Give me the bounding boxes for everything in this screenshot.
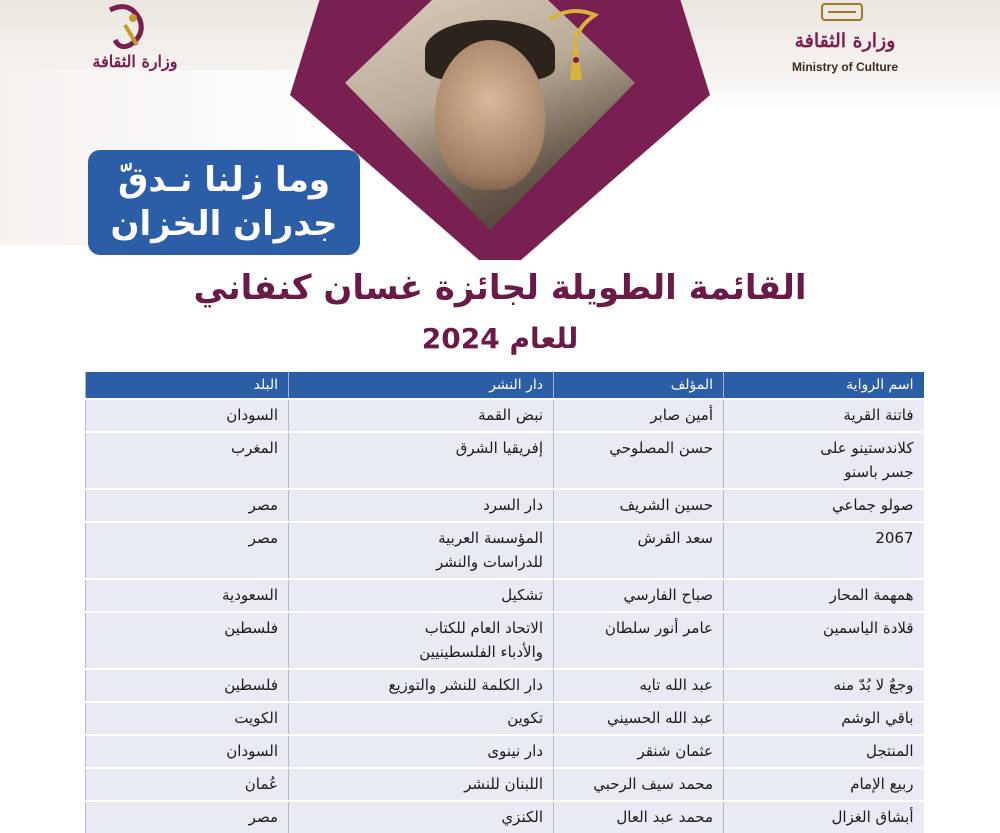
cell-author: عامر أنور سلطان [554, 612, 724, 669]
column-header-publisher: دار النشر [289, 372, 554, 399]
slogan-box [88, 150, 360, 255]
cell-publisher: المؤسسة العربية للدراسات والنشر [289, 522, 554, 579]
cell-publisher: إفريقيا الشرق [289, 432, 554, 489]
cell-country: السعودية [86, 579, 289, 612]
table-row [86, 702, 924, 735]
cell-author: عبد الله الحسيني [554, 702, 724, 735]
slogan-line-2: جدران الخزان [110, 204, 338, 244]
column-header-country: البلد [86, 372, 289, 399]
longlist-table-container [85, 372, 923, 833]
cell-country: مصر [86, 522, 289, 579]
table-header-row [86, 372, 924, 399]
cell-publisher: دار الكلمة للنشر والتوزيع [289, 669, 554, 702]
cell-publisher: الاتحاد العام للكتاب والأدباء الفلسطينيين [289, 612, 554, 669]
table-row [86, 735, 924, 768]
cell-author: صباح الفارسي [554, 579, 724, 612]
cell-publisher: الكنزي [289, 801, 554, 833]
cell-country: السودان [86, 399, 289, 432]
table-row [86, 489, 924, 522]
cell-novel: ربيع الإمام [724, 768, 924, 801]
cell-publisher: تشكيل [289, 579, 554, 612]
cell-novel: صولو جماعي [724, 489, 924, 522]
cell-author: حسين الشريف [554, 489, 724, 522]
column-header-novel: اسم الرواية [724, 372, 924, 399]
cell-author: حسن المصلوحي [554, 432, 724, 489]
cell-author: سعد القرش [554, 522, 724, 579]
portrait-face [435, 40, 545, 190]
cell-country: مصر [86, 801, 289, 833]
ministry-logo-right-english: Ministry of Culture [791, 60, 898, 74]
cell-novel: همهمة المحار [724, 579, 924, 612]
table-row [86, 579, 924, 612]
ministry-emblem-icon [818, 0, 866, 24]
cell-publisher: دار نينوى [289, 735, 554, 768]
longlist-table [85, 372, 924, 833]
page-subtitle-year: للعام 2024 [421, 322, 579, 355]
cell-novel: كلاندستينو على جسر باسنو [724, 432, 924, 489]
cell-author: محمد عبد العال [554, 801, 724, 833]
table-row [86, 768, 924, 801]
cell-country: فلسطين [86, 612, 289, 669]
cell-publisher: اللبنان للنشر [289, 768, 554, 801]
cell-novel: 2067 [724, 522, 924, 579]
cell-country: المغرب [86, 432, 289, 489]
table-row [86, 612, 924, 669]
cell-publisher: نبض القمة [289, 399, 554, 432]
cell-author: أمين صابر [554, 399, 724, 432]
cell-novel: باقي الوشم [724, 702, 924, 735]
cell-novel: قلادة الياسمين [724, 612, 924, 669]
cell-novel: أبشاق الغزال [724, 801, 924, 833]
page-title: القائمة الطويلة لجائزة غسان كنفاني [193, 268, 807, 308]
cell-publisher: تكوين [289, 702, 554, 735]
table-row [86, 399, 924, 432]
table-row [86, 522, 924, 579]
cell-country: الكويت [86, 702, 289, 735]
cell-country: فلسطين [86, 669, 289, 702]
table-row [86, 432, 924, 489]
table-row [86, 669, 924, 702]
cell-author: محمد سيف الرحبي [554, 768, 724, 801]
cell-novel: وجعٌ لا بُدّ منه [724, 669, 924, 702]
ministry-logo-right-arabic: وزارة الثقافة [794, 30, 896, 52]
pen-calligraphy-icon [540, 0, 610, 90]
cell-novel: فاتنة القرية [724, 399, 924, 432]
table-row [86, 801, 924, 833]
slogan-line-1: وما زلنا نـدقّ [117, 160, 331, 200]
cell-country: السودان [86, 735, 289, 768]
cell-publisher: دار السرد [289, 489, 554, 522]
cell-country: عُمان [86, 768, 289, 801]
cell-novel: المنتجل [724, 735, 924, 768]
cell-author: عثمان شنقر [554, 735, 724, 768]
cell-country: مصر [86, 489, 289, 522]
ministry-logo-left-text: وزارة الثقافة [92, 52, 178, 71]
cell-author: عبد الله تايه [554, 669, 724, 702]
column-header-author: المؤلف [554, 372, 724, 399]
